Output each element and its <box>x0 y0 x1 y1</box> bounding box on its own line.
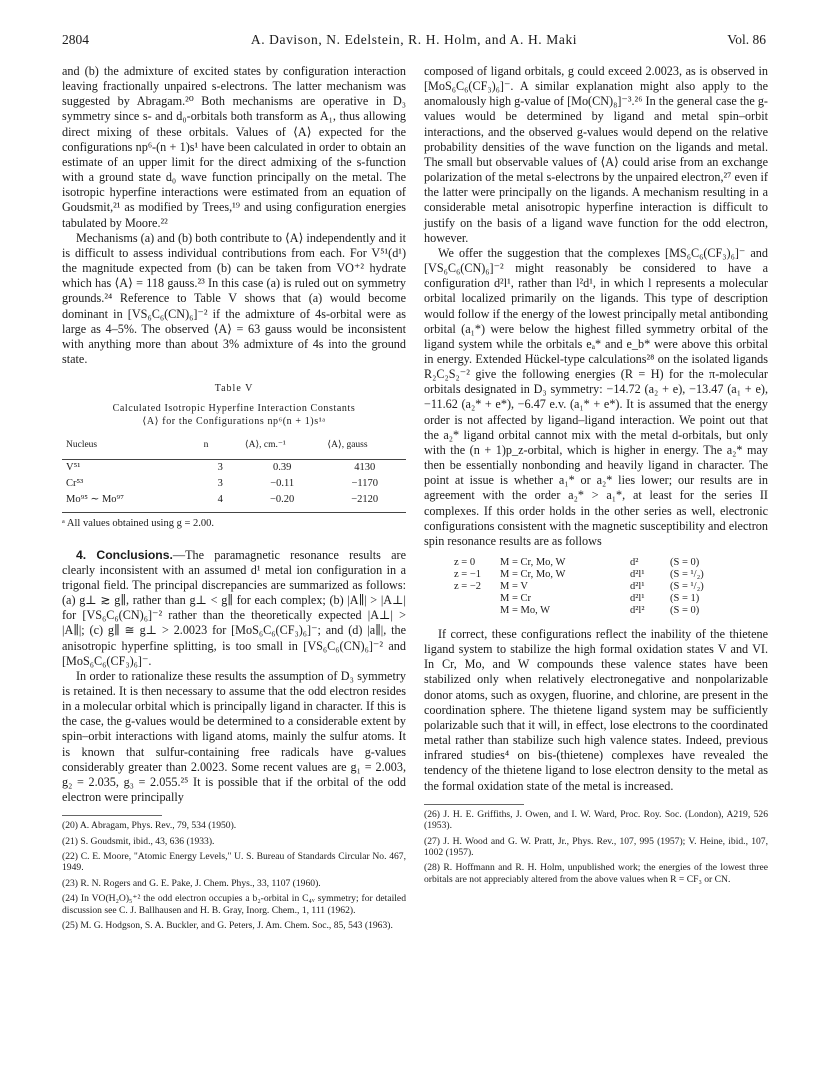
paragraph: Mechanisms (a) and (b) both contribute to ⟨A⟩ independently and it is difficult to assess individual contributions from each. For V⁵¹(d¹) the magnitude expected from (b) can be taken from VO⁺² hydrate which has ⟨A⟩ = 118 gauss.²³ In this case (a) is ruled out on symmetry grounds.²⁴ Reference to Table V shows that (a) would become dominant in [VS₆C₆(CN)₆]⁻² if the admixture of 4s-orbital were as large as 4–5%. The observed ⟨A⟩ = 63 gauss would be inconsistent with anything more than about 3% admixture of 4s into the ground state. <box>62 230 406 366</box>
volume-label: Vol. 86 <box>727 32 766 47</box>
table-cell: 4130 <box>354 462 376 474</box>
table-row <box>62 460 406 477</box>
table-cell: 0.39 <box>272 462 292 474</box>
footnote: (27) J. H. Wood and G. W. Pratt, Jr., Phys. Rev., 107, 995 (1957); V. Heine, ibid., 107, 1002 (1957). <box>424 835 768 858</box>
table-cell: −2120 <box>351 494 379 506</box>
paragraph: We offer the suggestion that the complexes [MS₆C₆(CF₃)₆]⁻ and [VS₆C₆(CN)₆]⁻² might reasonably be considered to have a configuration d²l¹, rather than l²d¹, in which l represents a molecular orbital localized primarily on the ligands. This type of description would follow if the energy of the lowest principally metal antibonding orbital (a₁*) were below the highest filled symmetry orbital of the ligand system while the orbitals eₐ* and e_b* were above this orbital in energy. Extended Hückel-type calculations²⁸ on the isolated ligands R₂C₂S₂⁻² give the following energies (R = H) for the π-molecular orbitals designated in D₃ symmetry: −14.72 (a₂ + e), −13.47 (a₁ + e), −11.62 (a₂* + e*), −6.47 e.v. (a₁* + e*). It is assumed that the energy order is not affected by ligand–ligand interaction. We point out that the a₂* ligand orbital cannot mix with the metal d-orbitals, but only with the (n + 1)p_z-orbital, which is higher in energy. The a₂* may then be essentially nonbonding and heavily ligand in character. The point at issue is whether a₁* or a₂* lies lower; our results are in agreement with the order a₂* > a₁*, at least for the series II complexes. If this order holds in the other series as well, electronic configurations consistent with the magnetic susceptibility and electron spin resonance results are as follows <box>424 245 768 548</box>
section-title: Conclusions. <box>96 547 173 562</box>
table-title: Calculated Isotropic Hyperfine Interaction Constants ⟨A⟩ for the Configurations np⁶(n + 1)s¹ᵃ <box>112 403 356 428</box>
paragraph: composed of ligand orbitals, g could exceed 2.0023, as is observed in [MoS₆C₆(CF₃)₆]⁻. A similar explanation might also apply to the anomalously high g-value of [Mo(CN)₈]⁻³.²⁶ In the general case the g-values would be determined by ligand and metal spin–orbit interactions, and the observed g-values would depend on the relative probability densities of the wave function on the ligands and metal. The small but observable values of ⟨A⟩ could arise from an exchange polarization of the metal s-electrons by the unpaired electron,²⁷ even if the latter were principally on the ligands. A mechanism resulting in a considerable metal anisotropic hyperfine interaction is difficult to justify on the basis of a ligand wave function for the odd electron, however. <box>424 64 768 245</box>
footnote-rule <box>424 804 524 805</box>
paragraph: In order to rationalize these results the assumption of D₃ symmetry is retained. It is then necessary to assume that the odd electron resides in a molecular orbital which is principally ligand in character. If this is the case, the g-values would be determined to a considerable extent by spin–orbit interactions with ligand atoms, mainly the sulfur atoms. It is known that sulfur-containing free radicals have g-values considerably greater than 2.0023. Some recent values are g₁ = 2.003, g₂ = 2.035, g₃ = 2.055.²⁵ It is possible that if the orbital of the odd electron were principally <box>62 668 406 805</box>
table-cell: −0.11 <box>270 478 295 490</box>
table-header-cell: ⟨A⟩, cm.⁻¹ <box>241 436 324 460</box>
footnote: (22) C. E. Moore, "Atomic Energy Levels," U. S. Bureau of Standards Circular No. 467, 1949. <box>62 851 406 874</box>
table-cell: Mo⁹⁵ ∼ Mo⁹⁷ <box>66 494 124 506</box>
footnote: (26) J. H. E. Griffiths, J. Owen, and I. W. Ward, Proc. Roy. Soc. (London), A219, 526 (1953). <box>424 808 768 832</box>
footnote: (21) S. Goudsmit, ibid., 43, 636 (1933). <box>62 835 215 847</box>
table-cell: 3 <box>217 462 223 474</box>
table-row <box>62 492 406 508</box>
table-cell: −1170 <box>351 478 378 490</box>
footnote: (20) A. Abragam, Phys. Rev., 79, 534 (1950). <box>62 820 237 832</box>
section-text: —The paramagnetic resonance results are clearly inconsistent with an assumed d¹ metal ion configuration in a trigonal field. The principal discrepancies are summarized as follows: (a) g⊥ ≳ g∥, rather than g⊥ < g∥ for each complex; (b) |A∥| > |A⊥| for [VS₆C₆(CN)₆]⁻² rather than the theoretically expected |A⊥| > |A∥|; (c) g∥ ≅ g⊥ > 2.0023 for [MoS₆C₆(CF₃)₆]⁻; and (d) |a∥|, the anisotropic hyperfine splitting, is too small in [VS₆C₆(CN)₆]⁻² and [MoS₆C₆(CF₃)₆]⁻. <box>62 547 406 668</box>
footnote-rule <box>62 815 162 816</box>
footnote: (23) R. N. Rogers and G. E. Pake, J. Chem. Phys., 33, 1107 (1960). <box>62 877 321 889</box>
table-header-row <box>62 436 406 460</box>
table-header-cell: ⟨A⟩, gauss <box>323 436 406 460</box>
table-cell: Cr⁵³ <box>66 478 84 490</box>
hyperfine-table <box>62 436 406 508</box>
table-cell: −0.20 <box>270 494 295 506</box>
table-caption: Table V <box>214 383 254 395</box>
left-column <box>62 64 406 932</box>
table-header-cell: Nucleus <box>62 436 200 460</box>
footnote: (28) R. Hoffmann and R. H. Holm, unpublished work; the energies of the lowest three orbitals are not appreciably altered from the above values when R = CF₃ or CN. <box>424 862 768 885</box>
section-paragraph <box>62 548 406 669</box>
running-authors: A. Davison, N. Edelstein, R. H. Holm, and A. H. Maki <box>250 32 578 47</box>
section-number: 4. <box>76 547 87 562</box>
paragraph: If correct, these configurations reflect the inability of the thietene ligand system to stabilize the high formal oxidation states V and VI. In Cr, Mo, and W compounds these valence states have been stabilized only when relatively electronegative and nonpolarizable donor atoms, such as oxygen, fluorine, and chlorine, are present in the coordination sphere. The thietene ligand system may be sufficiently polarizable such that it will, in effect, lose electrons to the coordinated metal rather than stabilize such high valence states. Indeed, previous infrared studies⁴ on bis-(thietene) complexes have revealed the tendency of the thietene ligand to lose electron density to the metal as the formal oxidation state of the metal is increased. <box>424 627 768 793</box>
table-header-cell: n <box>200 436 241 460</box>
table-row <box>62 476 406 492</box>
table-v <box>62 381 406 531</box>
configuration-list: z = 0 M = Cr, Mo, W d² (S = 0) z = −1 M = Cr, Mo, W d²l¹ (S = ¹/₂) z = −2 M = V d²l¹ (S = ¹/₂) M = Cr d²l¹ (S = 1) M = Mo, W d²l² (S = 0) <box>454 557 704 616</box>
right-column <box>424 64 768 885</box>
table-cell: 4 <box>217 494 223 506</box>
table-cell: V⁵¹ <box>66 462 81 474</box>
running-header <box>62 32 766 50</box>
footnote: (25) M. G. Hodgson, S. A. Buckler, and G. Peters, J. Am. Chem. Soc., 85, 543 (1963). <box>62 920 393 932</box>
footnote: (24) In VO(H₂O)₅⁺² the odd electron occupies a b₂-orbital in C₄ᵥ symmetry; for detailed discussion see C. J. Ballhausen and H. B. Gray, Inorg. Chem., 1, 111 (1962). <box>62 893 406 916</box>
table-footnote: ᵃ All values obtained using g = 2.00. <box>62 512 406 531</box>
table-cell: 3 <box>217 478 223 490</box>
page-number: 2804 <box>62 32 89 47</box>
paragraph: and (b) the admixture of excited states by configuration interaction leaving fractionally unpaired s-electrons. The latter mechanism was suggested by Abragam.²⁰ Both mechanisms are operative in D₃ symmetry since s- and d₀-orbitals both transform as A₁, thus allowing direct mixing of these orbitals. Values of ⟨A⟩ expected for the configurations np⁶-(n + 1)s¹ have been calculated in order to obtain an estimate of an upper limit for the direct admixing of the s-function with a ground state d₀ wave function principally on the metal. The isotropic hyperfine interactions were estimated from an equation of Goudsmit,²¹ as modified by Trees,¹⁹ and using configuration energies tabulated by Moore.²² <box>62 64 406 230</box>
